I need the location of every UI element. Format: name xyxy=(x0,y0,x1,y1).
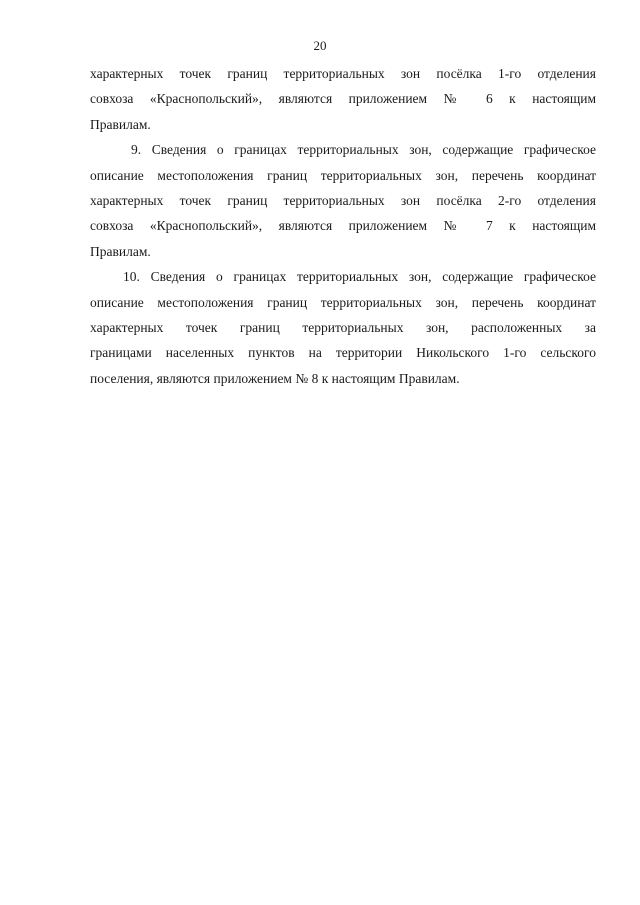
text-line: описание местоположения границ территориальных зон, перечень координат xyxy=(90,167,596,183)
text-line: описание местоположения границ территориальных зон, перечень координат xyxy=(90,294,596,310)
paragraph-item-9 xyxy=(90,137,596,264)
text-line: 9. Сведения о границах территориальных зон, содержащие графическое xyxy=(131,142,596,158)
text-line: Правилам. xyxy=(90,116,151,132)
paragraph-item-10 xyxy=(90,264,596,391)
text-line: поселения, являются приложением № 8 к настоящим Правилам. xyxy=(90,370,460,386)
text-line: 10. Сведения о границах территориальных зон, содержащие графическое xyxy=(123,269,596,285)
text-line: Правилам. xyxy=(90,243,151,259)
paragraph-continuation xyxy=(90,61,596,137)
text-line: характерных точек границ территориальных зон посёлка 1-го отделения xyxy=(90,66,596,81)
text-line: характерных точек границ территориальных зон посёлка 2-го отделения xyxy=(90,193,596,209)
text-line: совхоза «Краснопольский», являются приложением № 7 к настоящим xyxy=(90,218,596,234)
text-line: совхоза «Краснопольский», являются приложением № 6 к настоящим xyxy=(90,91,596,107)
text-line: границами населенных пунктов на территории Никольского 1-го сельского xyxy=(90,345,596,361)
text-line: характерных точек границ территориальных зон, расположенных за xyxy=(90,320,596,336)
document-body xyxy=(90,61,596,391)
page-number: 20 xyxy=(313,38,327,53)
